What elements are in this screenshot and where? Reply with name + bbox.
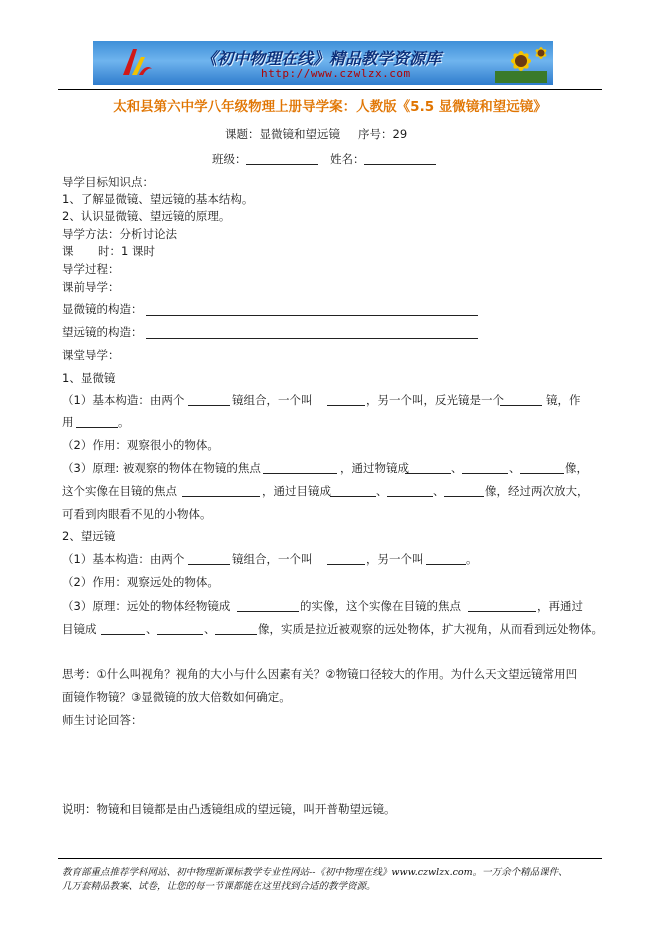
s1-3-sep-3: 、 bbox=[376, 484, 388, 498]
s2-3-sep-1: 、 bbox=[146, 622, 158, 636]
s2-3-blank-3[interactable] bbox=[101, 621, 145, 635]
goals-heading: 导学目标知识点： bbox=[62, 175, 154, 189]
goal-2: 2、认识显微镜、望远镜的原理。 bbox=[62, 209, 231, 223]
s2-3-sep-2: 、 bbox=[204, 622, 216, 636]
in-class-heading: 课堂导学： bbox=[62, 348, 120, 362]
s1-1-blank-1[interactable] bbox=[188, 392, 230, 406]
s1-1-blank-2[interactable] bbox=[327, 392, 365, 406]
telescope-structure-label: 望远镜的构造： bbox=[62, 325, 143, 339]
s1-3-text-a: （3）原理: 被观察的物体在物镜的焦点 bbox=[62, 461, 261, 475]
s1-3-text-g: 可看到肉眼看不见的小物体。 bbox=[62, 507, 212, 521]
name-field[interactable] bbox=[364, 151, 436, 165]
telescope-structure-blank[interactable] bbox=[146, 325, 478, 339]
footer-rule bbox=[58, 858, 602, 859]
process-heading: 导学过程： bbox=[62, 262, 120, 276]
discuss-heading: 师生讨论回答： bbox=[62, 713, 143, 727]
header-banner bbox=[93, 41, 553, 85]
s1-3-text-e: ，通过目镜成 bbox=[262, 484, 331, 498]
topic-label: 课题：显微镜和望远镜 bbox=[225, 127, 340, 141]
s1-3-text-f: 像，经过两次放大， bbox=[485, 484, 589, 498]
s2-3-text-a: （3）原理：远处的物体经物镜成 bbox=[62, 599, 231, 613]
s1-3-blank-3[interactable] bbox=[462, 460, 508, 474]
s1-1-text-d: 镜，作 bbox=[546, 393, 581, 407]
class-hours-b: 时：1 课时 bbox=[98, 244, 155, 258]
s2-2: （2）作用：观察远处的物体。 bbox=[62, 575, 219, 589]
serial-label: 序号：29 bbox=[358, 127, 408, 141]
banner-title: 《初中物理在线》精品教学资源库 bbox=[201, 49, 442, 68]
s1-3-text-b: ，通过物镜成 bbox=[340, 461, 409, 475]
s1-1-blank-3[interactable] bbox=[500, 392, 542, 406]
s1-3-blank-5[interactable] bbox=[182, 483, 260, 497]
s2-1-text-a: （1）基本构造：由两个 bbox=[62, 552, 185, 566]
s2-1-blank-2[interactable] bbox=[327, 551, 365, 565]
document-title: 太和县第六中学八年级物理上册导学案：人教版《5.5 显微镜和望远镜》 bbox=[113, 99, 547, 115]
s2-3-text-d: 目镜成 bbox=[62, 622, 97, 636]
s2-1-period: 。 bbox=[466, 552, 478, 566]
s1-1-text-c: ，另一个叫，反光镜是一个 bbox=[366, 393, 504, 407]
s2-1-blank-3[interactable] bbox=[426, 551, 466, 565]
section-telescope: 2、望远镜 bbox=[62, 529, 116, 543]
think-line-2: 面镜作物镜？③显微镜的放大倍数如何确定。 bbox=[62, 690, 291, 704]
banner-url[interactable]: http://www.czwlzx.com bbox=[261, 67, 411, 80]
s1-3-sep-1: 、 bbox=[451, 461, 463, 475]
s2-3-blank-1[interactable] bbox=[237, 598, 299, 612]
s1-3-sep-2: 、 bbox=[509, 461, 521, 475]
footer-line-1: 教育部重点推荐学科网站、初中物理新课标教学专业性网站--《初中物理在线》www.czwlzx.com。一万余个精品课件、 bbox=[62, 867, 568, 878]
s2-1-text-c: ，另一个叫 bbox=[366, 552, 424, 566]
s1-3-text-c: 像， bbox=[565, 461, 588, 475]
s2-1-text-b: 镜组合，一个叫 bbox=[232, 552, 313, 566]
class-hours-a: 课 bbox=[62, 244, 74, 258]
s1-1-text-e: 用 bbox=[62, 415, 74, 429]
s1-3-blank-8[interactable] bbox=[444, 483, 484, 497]
class-label: 班级： bbox=[212, 152, 247, 166]
section-microscope: 1、显微镜 bbox=[62, 371, 116, 385]
pre-class-heading: 课前导学： bbox=[62, 280, 120, 294]
header-rule bbox=[58, 89, 602, 90]
microscope-structure-blank[interactable] bbox=[146, 302, 478, 316]
sunflower-icon bbox=[495, 43, 547, 83]
s1-1-text-a: （1）基本构造：由两个 bbox=[62, 393, 185, 407]
s2-3-text-b: 的实像，这个实像在目镜的焦点 bbox=[300, 599, 461, 613]
microscope-structure-label: 显微镜的构造： bbox=[62, 302, 143, 316]
s2-1-blank-1[interactable] bbox=[188, 551, 230, 565]
s1-3-blank-4[interactable] bbox=[520, 460, 564, 474]
footer-line-2: 几万套精品教案、试卷，让您的每一节课都能在这里找到合适的教学资源。 bbox=[62, 881, 376, 892]
method: 导学方法：分析讨论法 bbox=[62, 227, 177, 241]
s1-3-blank-6[interactable] bbox=[330, 483, 376, 497]
s1-1-blank-4[interactable] bbox=[76, 414, 118, 428]
s2-3-text-e: 像，实质是拉近被观察的远处物体，扩大视角，从而看到远处物体。 bbox=[258, 622, 603, 636]
s2-3-text-c: ，再通过 bbox=[537, 599, 583, 613]
s1-3-text-d: 这个实像在目镜的焦点 bbox=[62, 484, 177, 498]
s1-1-text-b: 镜组合，一个叫 bbox=[232, 393, 313, 407]
s1-3-blank-1[interactable] bbox=[263, 460, 337, 474]
s2-3-blank-4[interactable] bbox=[157, 621, 203, 635]
s2-3-blank-5[interactable] bbox=[215, 621, 257, 635]
class-field[interactable] bbox=[246, 151, 318, 165]
s1-3-blank-2[interactable] bbox=[405, 460, 451, 474]
s1-3-blank-7[interactable] bbox=[387, 483, 433, 497]
goal-1: 1、了解显微镜、望远镜的基本结构。 bbox=[62, 192, 254, 206]
think-line-1: 思考：①什么叫视角？视角的大小与什么因素有关？②物镜口径较大的作用。为什么天文望远镜常用凹 bbox=[62, 667, 578, 681]
s1-1-period: 。 bbox=[118, 415, 130, 429]
s2-3-blank-2[interactable] bbox=[468, 598, 536, 612]
s1-3-sep-4: 、 bbox=[433, 484, 445, 498]
s1-2: （2）作用：观察很小的物体。 bbox=[62, 438, 219, 452]
name-label: 姓名： bbox=[330, 152, 365, 166]
site-logo-icon bbox=[119, 45, 155, 81]
note: 说明：物镜和目镜都是由凸透镜组成的望远镜，叫开普勒望远镜。 bbox=[62, 802, 396, 816]
